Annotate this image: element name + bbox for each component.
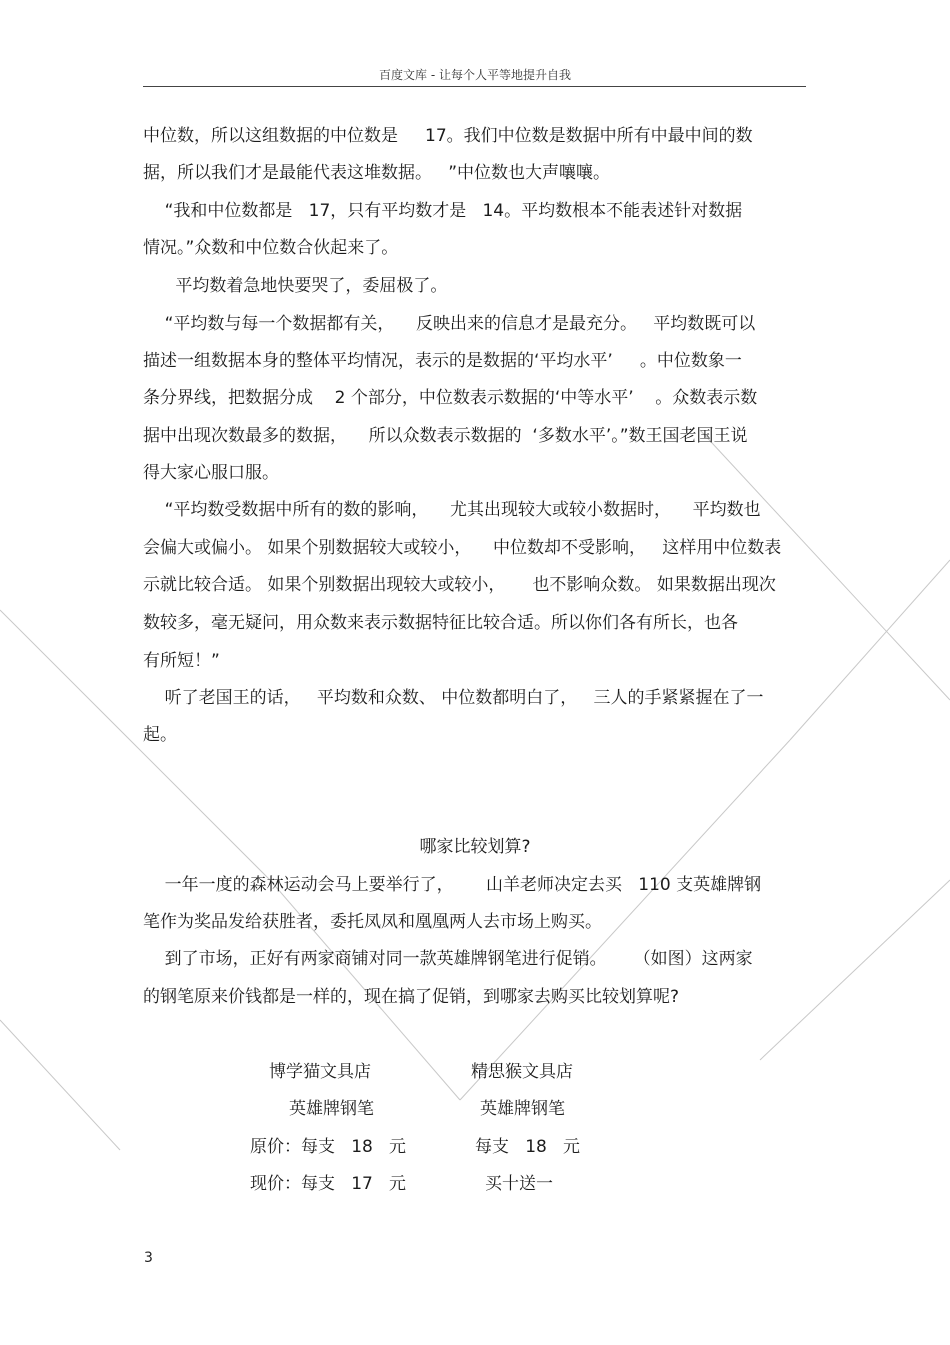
- page-number: 3: [144, 1250, 153, 1266]
- header-divider: [143, 86, 806, 87]
- story-line: 据中出现次数最多的数据， 所以众数表示数据的 ‘多数水平’。”数王国老国王说: [143, 426, 748, 446]
- story-line: 示就比较合适。 如果个别数据出现较大或较小， 也不影响众数。 如果数据出现次: [143, 575, 776, 595]
- problem-line: 笔作为奖品发给获胜者，委托凤凤和凰凰两人去市场上购买。: [143, 912, 602, 932]
- story-line: 中位数，所以这组数据的中位数是 17。我们中位数是数据中所有中最中间的数: [143, 126, 753, 146]
- story-line: “我和中位数都是 17，只有平均数才是 14。平均数根本不能表述针对数据: [143, 201, 743, 221]
- story-line: “平均数与每一个数据都有关， 反映出来的信息才是最充分。 平均数既可以: [143, 314, 756, 334]
- page-header: 百度文库 - 让每个人平等地提升自我: [379, 68, 571, 82]
- shop-promotion: 买十送一: [485, 1174, 553, 1194]
- shop-name: 博学猫文具店: [269, 1062, 371, 1082]
- shop-original-price: 每支 18 元: [475, 1137, 581, 1157]
- story-line: 平均数着急地快要哭了，委屈极了。: [143, 276, 448, 296]
- shop-product: 英雄牌钢笔: [480, 1099, 565, 1119]
- story-line: 会偏大或偏小。 如果个别数据较大或较小， 中位数却不受影响， 这样用中位数表: [143, 538, 782, 558]
- story-line: 条分界线，把数据分成 2 个部分，中位数表示数据的‘中等水平’ 。众数表示数: [143, 388, 758, 408]
- story-line: “平均数受数据中所有的数的影响， 尤其出现较大或较小数据时， 平均数也: [143, 500, 761, 520]
- story-line: 有所短！”: [143, 651, 220, 671]
- problem-line: 一年一度的森林运动会马上要举行了， 山羊老师决定去买 110 支英雄牌钢: [143, 875, 762, 895]
- shop-product: 英雄牌钢笔: [289, 1099, 374, 1119]
- shop-name: 精思猴文具店: [471, 1062, 573, 1082]
- story-line: 据，所以我们才是最能代表这堆数据。 ”中位数也大声嚷嚷。: [143, 163, 611, 183]
- story-line: 听了老国王的话， 平均数和众数、 中位数都明白了， 三人的手紧紧握在了一: [143, 688, 764, 708]
- story-line: 得大家心服口服。: [143, 463, 279, 483]
- story-line: 情况。”众数和中位数合伙起来了。: [143, 238, 399, 258]
- problem-title: 哪家比较划算?: [419, 837, 531, 857]
- story-line: 描述一组数据本身的整体平均情况，表示的是数据的‘平均水平’ 。中位数象一: [143, 351, 742, 371]
- problem-line: 的钢笔原来价钱都是一样的，现在搞了促销，到哪家去购买比较划算呢?: [143, 987, 680, 1007]
- problem-line: 到了市场，正好有两家商铺对同一款英雄牌钢笔进行促销。 （如图）这两家: [143, 949, 753, 969]
- story-line: 起。: [143, 725, 177, 745]
- shop-original-price: 原价：每支 18 元: [250, 1137, 407, 1157]
- story-line: 数较多，毫无疑问，用众数来表示数据特征比较合适。所以你们各有所长，也各: [143, 613, 738, 633]
- shop-current-price: 现价：每支 17 元: [250, 1174, 407, 1194]
